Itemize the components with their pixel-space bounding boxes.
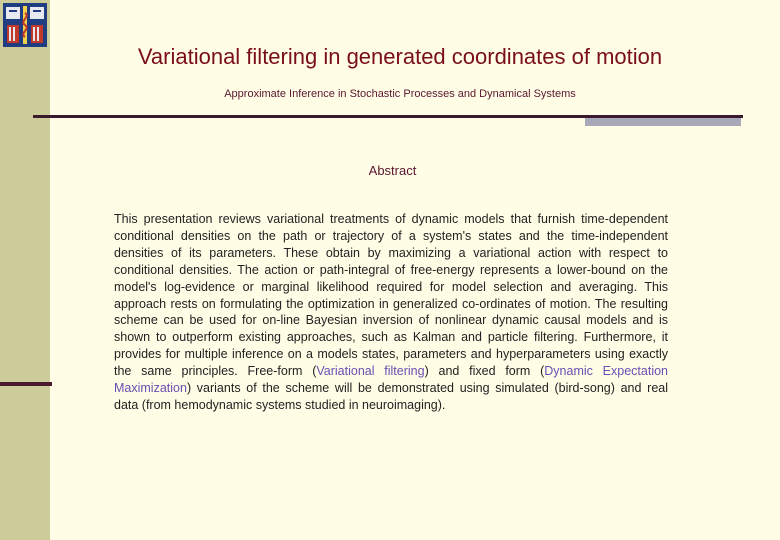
abstract-text-part: ) and fixed form ( bbox=[424, 364, 545, 379]
abstract-heading: Abstract bbox=[368, 163, 417, 178]
slide-title: Variational filtering in generated coordinates of motion bbox=[137, 44, 663, 69]
sidebar-accent-bar bbox=[0, 382, 52, 386]
institution-logo bbox=[3, 3, 47, 47]
variational-filtering-link[interactable]: Variational filtering bbox=[316, 364, 425, 379]
abstract-text bbox=[114, 211, 668, 414]
dem-link[interactable]: Dynamic Expectation Maximization bbox=[114, 364, 668, 396]
slide-subtitle: Approximate Inference in Stochastic Processes and Dynamical Systems bbox=[224, 88, 576, 100]
title-divider-accent bbox=[585, 118, 741, 126]
abstract-text-part: This presentation reviews variational treatments of dynamic models that furnish time-dependent conditional densities on the path or trajectory of a system's states and the time-independent densities of its parameters. These obtain by maximizing a variational action with respect to conditional densities. The action or path-integral of free-energy represents a lower-bound on the model's log-evidence or marginal likelihood required for model selection and averaging. This approach rests on formulating the optimization in generalized co-ordinates of motion. The resulting scheme can be used for on-line Bayesian inversion of nonlinear dynamic causal models and is shown to outperform existing approaches, such as Kalman and particle filtering. Furthermore, it provides for multiple inference on a models states, parameters and hyperparameters using exactly the same principles. Free-form ( bbox=[114, 212, 668, 379]
sidebar bbox=[0, 0, 50, 540]
abstract-text-part: ) variants of the scheme will be demonstrated using simulated (bird-song) and real data (from hemodynamic systems studied in neuroimaging). bbox=[114, 381, 668, 412]
